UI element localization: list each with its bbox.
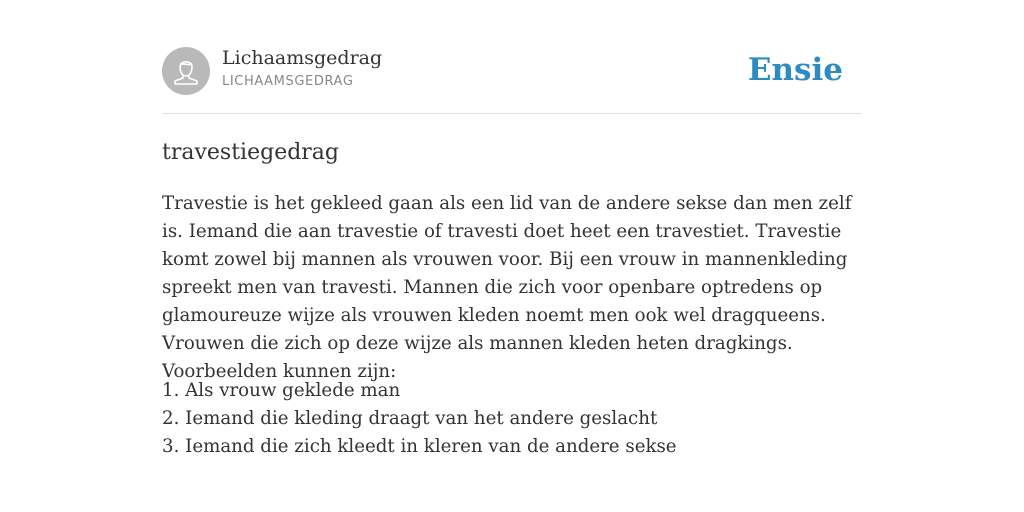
ensie-logo[interactable]: Ensie: [747, 52, 843, 88]
list-item: 1. Als vrouw geklede man: [162, 380, 401, 401]
list-item: 3. Iemand die zich kleedt in kleren van de andere sekse: [162, 436, 677, 457]
author-name[interactable]: Lichaamsgedrag: [222, 47, 383, 69]
definition-paragraph: Travestie is het gekleed gaan als een lid van de andere sekse dan men zelf is. Iemand die aan travestie of travesti doet heet een travestiet. Travestie komt zowel bij mannen als vrouwen voor. Bij een vrouw in mannenkleding spreekt men van travesti. Mannen die zich voor openbare optredens op glamoureuze wijze als vrouwen kleden noemt men ook wel dragqueens. Vrouwen die zich op deze wijze als mannen kleden heten dragkings. Voorbeelden kunnen zijn:: [162, 193, 852, 382]
author-category[interactable]: LICHAAMSGEDRAG: [222, 74, 354, 89]
examples-list: [162, 377, 862, 461]
page-title: travestiegedrag: [162, 140, 340, 165]
user-icon: [162, 47, 210, 95]
ensie-card: [162, 0, 862, 512]
list-item: 2. Iemand die kleding draagt van het andere geslacht: [162, 408, 658, 429]
avatar[interactable]: [162, 47, 210, 95]
card-header: [162, 0, 862, 114]
